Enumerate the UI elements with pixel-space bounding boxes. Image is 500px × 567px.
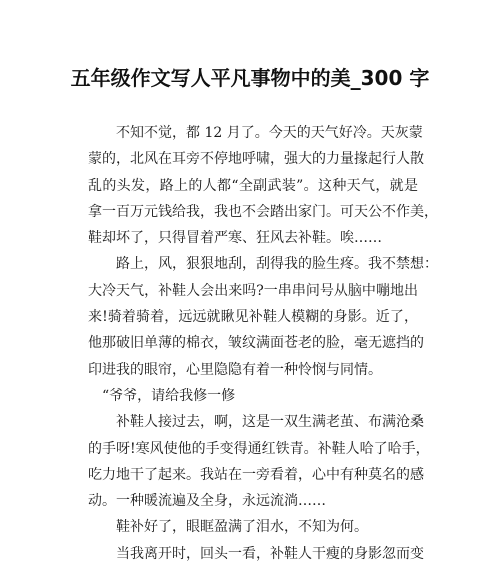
article-line: 当我离开时，回头一看，补鞋人干瘦的身影忽而变	[88, 545, 424, 562]
article-line: 不知不觉，都 12 月了。今天的天气好冷。天灰蒙	[88, 125, 423, 141]
article-line: 乱的头发，路上的人都“全副武装”。这种天气，就是	[88, 177, 418, 194]
article-line: 鞋补好了，眼眶盈满了泪水，不知为何。	[88, 519, 368, 536]
document-title: 五年级作文写人平凡事物中的美_300 字	[70, 66, 430, 90]
article-line: 路上，风，狠狠地刮，刮得我的脸生疼。我不禁想：	[88, 256, 438, 273]
article-line: 他那破旧单薄的棉衣，皱纹满面苍老的脸，毫无遮挡的	[88, 335, 424, 352]
article-line: 印进我的眼帘，心里隐隐有着一种怜悯与同情。	[88, 361, 382, 378]
article-line: 蒙的，北风在耳旁不停地呼啸，强大的力量掾起行人散	[88, 151, 424, 168]
article-line: 的手呀!寒风使他的手变得通红铁青。补鞋人哈了哈手，	[88, 440, 430, 457]
article-line: 大冷天气，补鞋人会出来吗?一串串问号从脑中嘣地出	[88, 282, 418, 299]
article-body	[88, 120, 438, 567]
article-line: “爷爷，请给我修一修	[88, 387, 236, 404]
article-line: 鞋却坏了，只得冒着严寒、狂风去补鞋。唉……	[88, 230, 382, 247]
article-line: 拿一百万元钱给我，我也不会踏出家门。可天公不作美，	[88, 203, 438, 220]
article-line: 补鞋人接过去，啊，这是一双生满老茧、布满沧桑	[88, 414, 424, 431]
article-line: 动。一种暖流遍及全身，永远流淌……	[88, 493, 326, 510]
article-line: 来!骑着骑着，远远就瞅见补鞋人模糊的身影。近了，	[88, 309, 418, 326]
article-line: 吃力地干了起来。我站在一旁看着，心中有种莫名的感	[88, 466, 424, 483]
